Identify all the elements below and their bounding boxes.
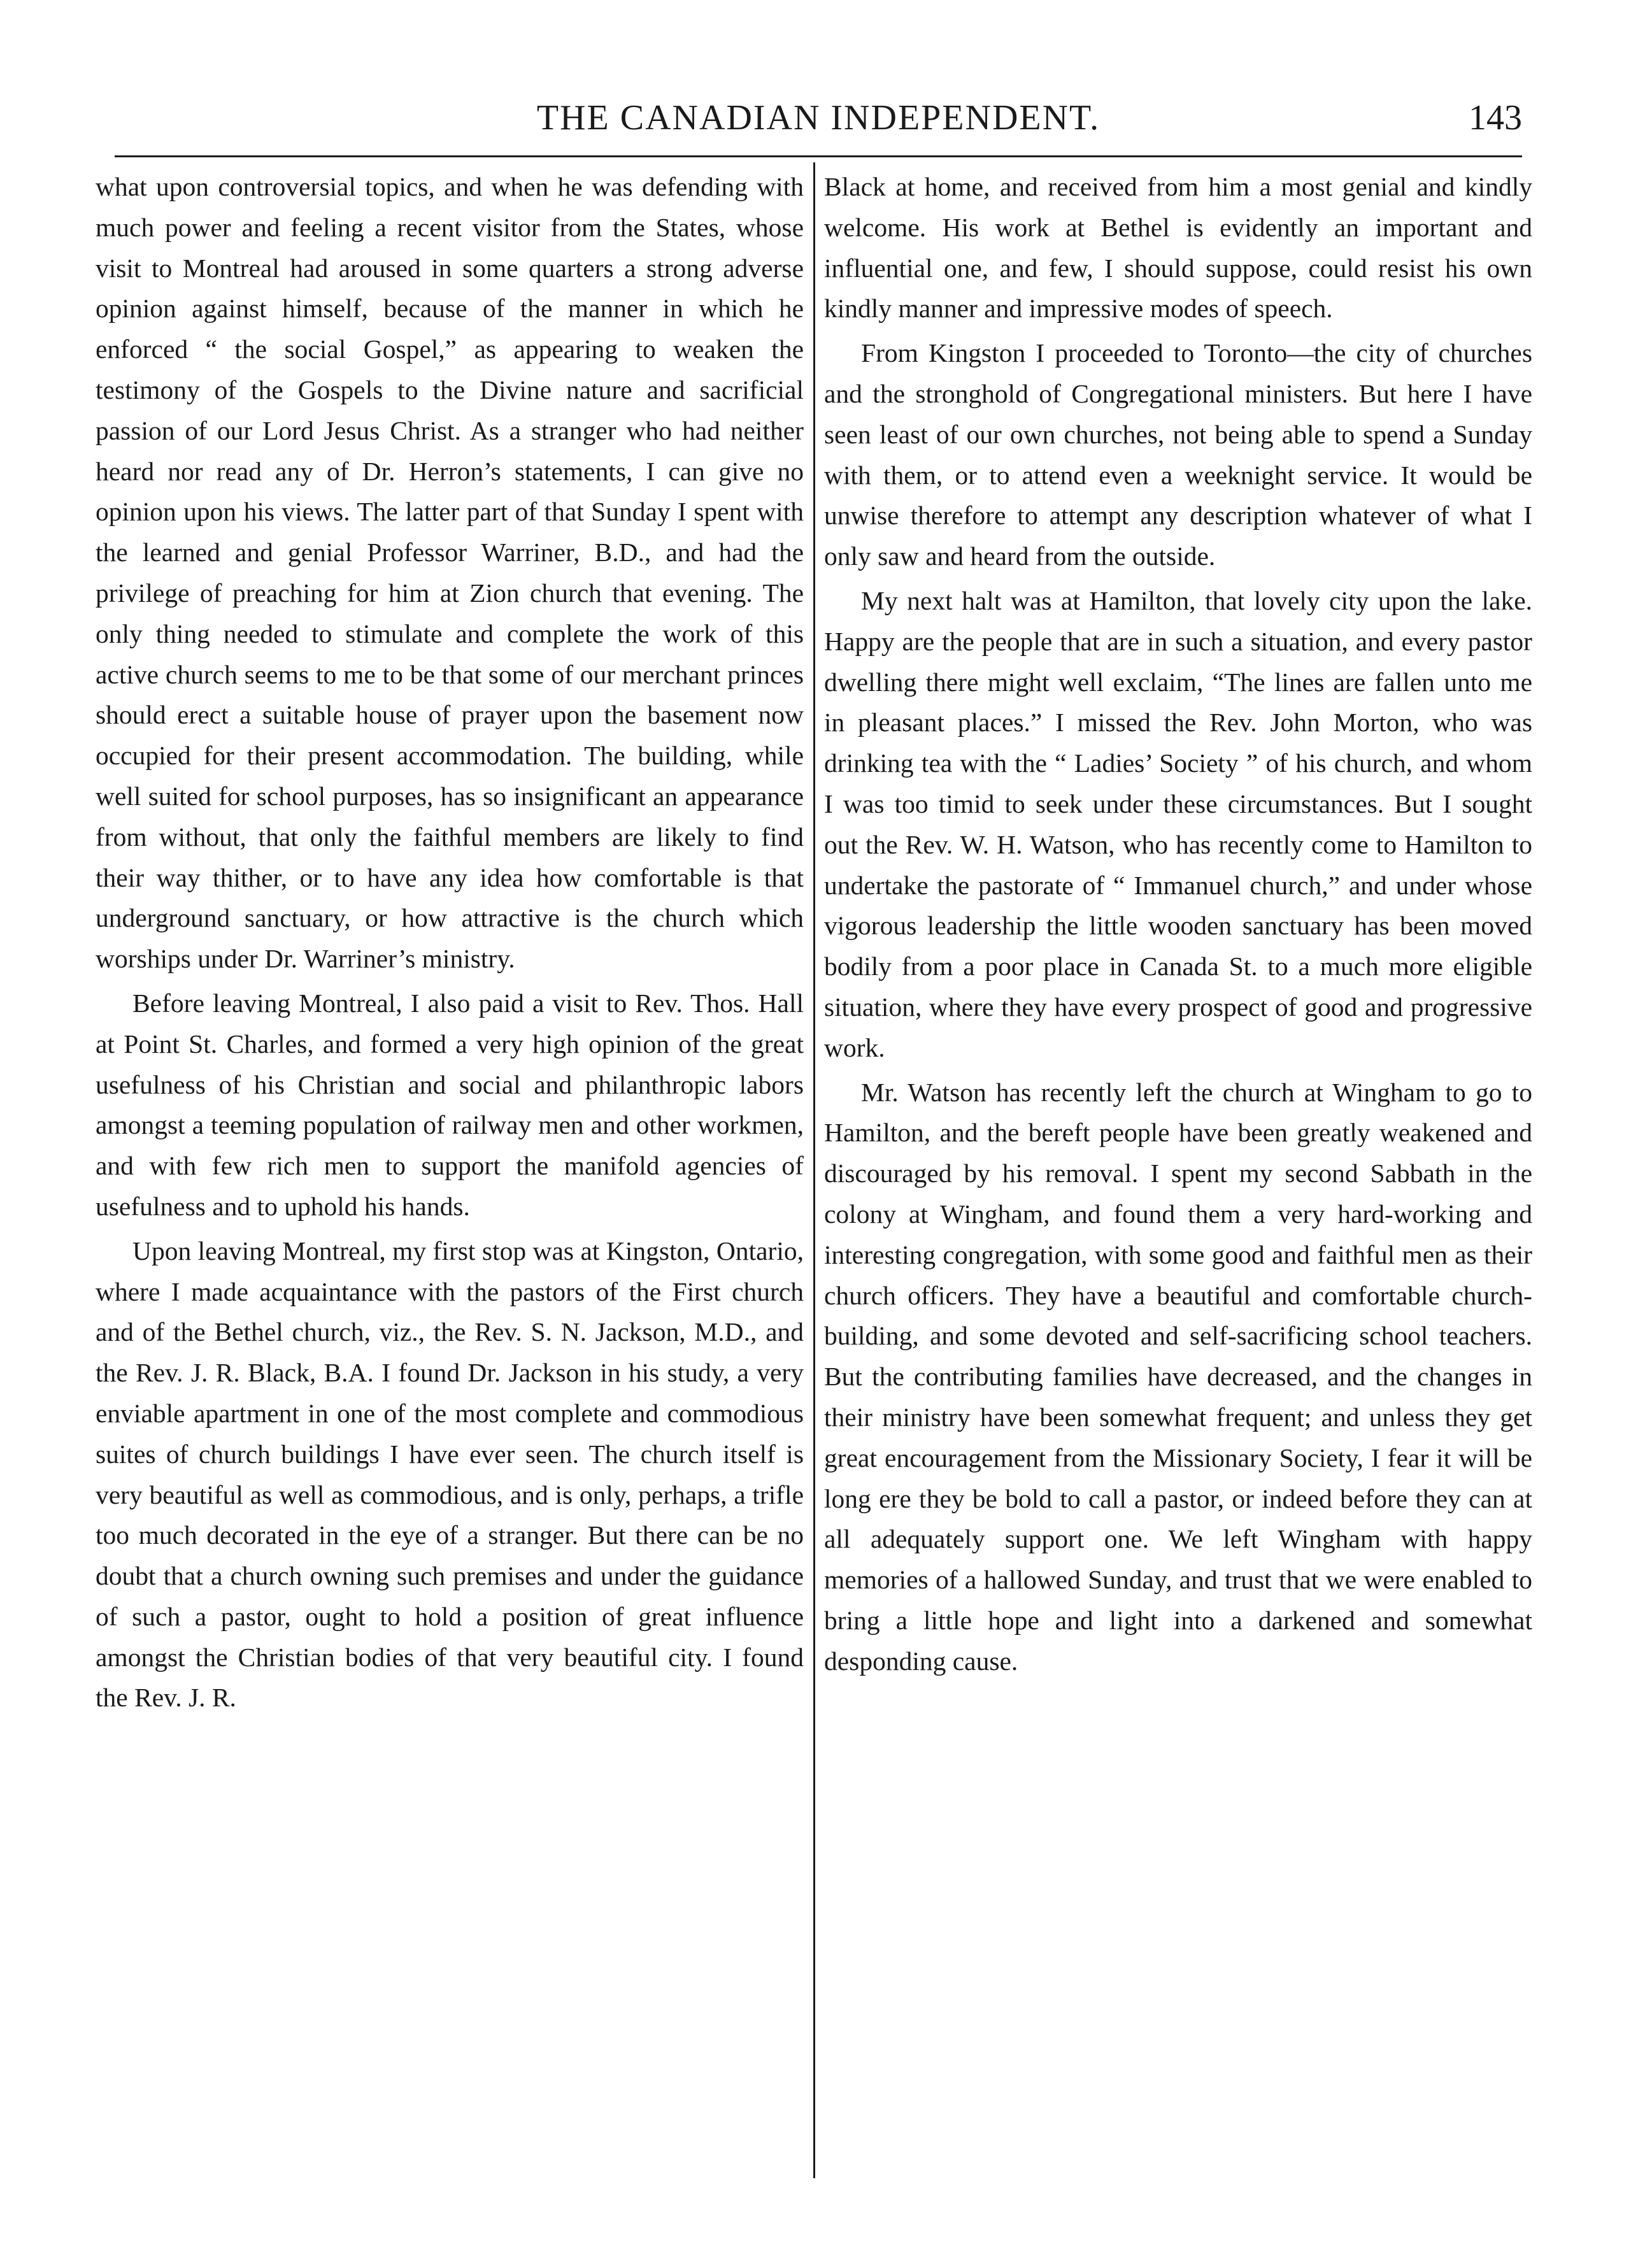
paragraph: Black at home, and received from him a most genial and kindly welcome. His work at Bethel is evidently an important and influential one, and few, I should suppose, could resist his own kindly manner and impressive modes of speech. bbox=[824, 172, 1532, 324]
paragraph: Before leaving Montreal, I also paid a visit to Rev. Thos. Hall at Point St. Charles, and formed a very high opinion of the great usefulness of his Christian and social and philanthropic labors amongst a teeming population of railway men and other workmen, and with few rich men to support the manifold agencies of usefulness and to uphold his hands. bbox=[96, 988, 804, 1221]
paragraph: Mr. Watson has recently left the church at Wingham to go to Hamilton, and the bereft people have been greatly weakened and discouraged by his removal. I spent my second Sabbath in the colony at Wingham, and found them a very hard-working and interesting congregation, with some good and faithful men as their church officers. They have a beautiful and comfortable church-building, and some devoted and self-sacrificing school teachers. But the contributing families have decreased, and the changes in their ministry have been somewhat frequent; and unless they get great encouragement from the Missionary Society, I fear it will be long ere they be bold to call a pastor, or indeed before they can at all adequately support one. We left Wingham with happy memories of a hallowed Sunday, and trust that we were enabled to bring a little hope and light into a darkened and somewhat desponding cause. bbox=[824, 1077, 1532, 1676]
paragraph: My next halt was at Hamilton, that lovely city upon the lake. Happy are the people that are in such a situation, and every pastor dwelling there might well exclaim, “The lines are fallen unto me in pleasant places.” I missed the Rev. John Morton, who was drinking tea with the “ Ladies’ Society ” of his church, and whom I was too timid to seek under these circumstances. But I sought out the Rev. W. H. Watson, who has recently come to Hamilton to undertake the pastorate of “ Immanuel church,” and under whose vigorous leadership the little wooden sanctuary has been moved bodily from a poor place in Canada St. to a much more eligible situation, where they have every prospect of good and progressive work. bbox=[824, 585, 1532, 1062]
paragraph: what upon controversial topics, and when he was defending with much power and feeling a recent visitor from the States, whose visit to Montreal had aroused in some quarters a strong adverse opinion against himself, because of the manner in which he enforced “ the social Gospel,” as appearing to weaken the testimony of the Gospels to the Divine nature and sacrificial passion of our Lord Jesus Christ. As a stranger who had neither heard nor read any of Dr. Herron’s statements, I can give no opinion upon his views. The latter part of that Sunday I spent with the learned and genial Professor Warriner, B.D., and had the privilege of preaching for him at Zion church that evening. The only thing needed to stimulate and complete the work of this active church seems to me to be that some of our merchant princes should erect a suitable house of prayer upon the basement now occupied for their present accommodation. The building, while well suited for school purposes, has so insignificant an appearance from without, that only the faithful members are likely to find their way thither, or to have any idea how comfortable is that underground sanctuary, or how attractive is the church which worships under Dr. Warriner’s ministry. bbox=[96, 172, 804, 974]
column-rule bbox=[813, 162, 815, 2178]
page-header bbox=[115, 89, 1522, 146]
left-column bbox=[96, 167, 804, 1718]
paragraph: From Kingston I proceeded to Toronto—the city of churches and the stronghold of Congregational ministers. But here I have seen least of our own churches, not being able to spend a Sunday with them, or to attend even a weeknight service. It would be unwise therefore to attempt any description whatever of what I only saw and heard from the outside. bbox=[824, 338, 1532, 571]
running-title: THE CANADIAN INDEPENDENT. bbox=[536, 98, 1100, 138]
header-rule bbox=[115, 155, 1522, 157]
paragraph: Upon leaving Montreal, my first stop was at Kingston, Ontario, where I made acquaintance with the pastors of the First church and of the Bethel church, viz., the Rev. S. N. Jackson, M.D., and the Rev. J. R. Black, B.A. I found Dr. Jackson in his study, a very enviable apartment in one of the most complete and commodious suites of church buildings I have ever seen. The church itself is very beautiful as well as commodious, and is only, perhaps, a trifle too much decorated in the eye of a stranger. But there can be no doubt that a church owning such premises and under the guidance of such a pastor, ought to hold a position of great influence amongst the Christian bodies of that very beautiful city. I found the Rev. J. R. bbox=[96, 1236, 804, 1713]
page-number: 143 bbox=[1469, 98, 1522, 138]
right-column bbox=[824, 167, 1532, 1681]
